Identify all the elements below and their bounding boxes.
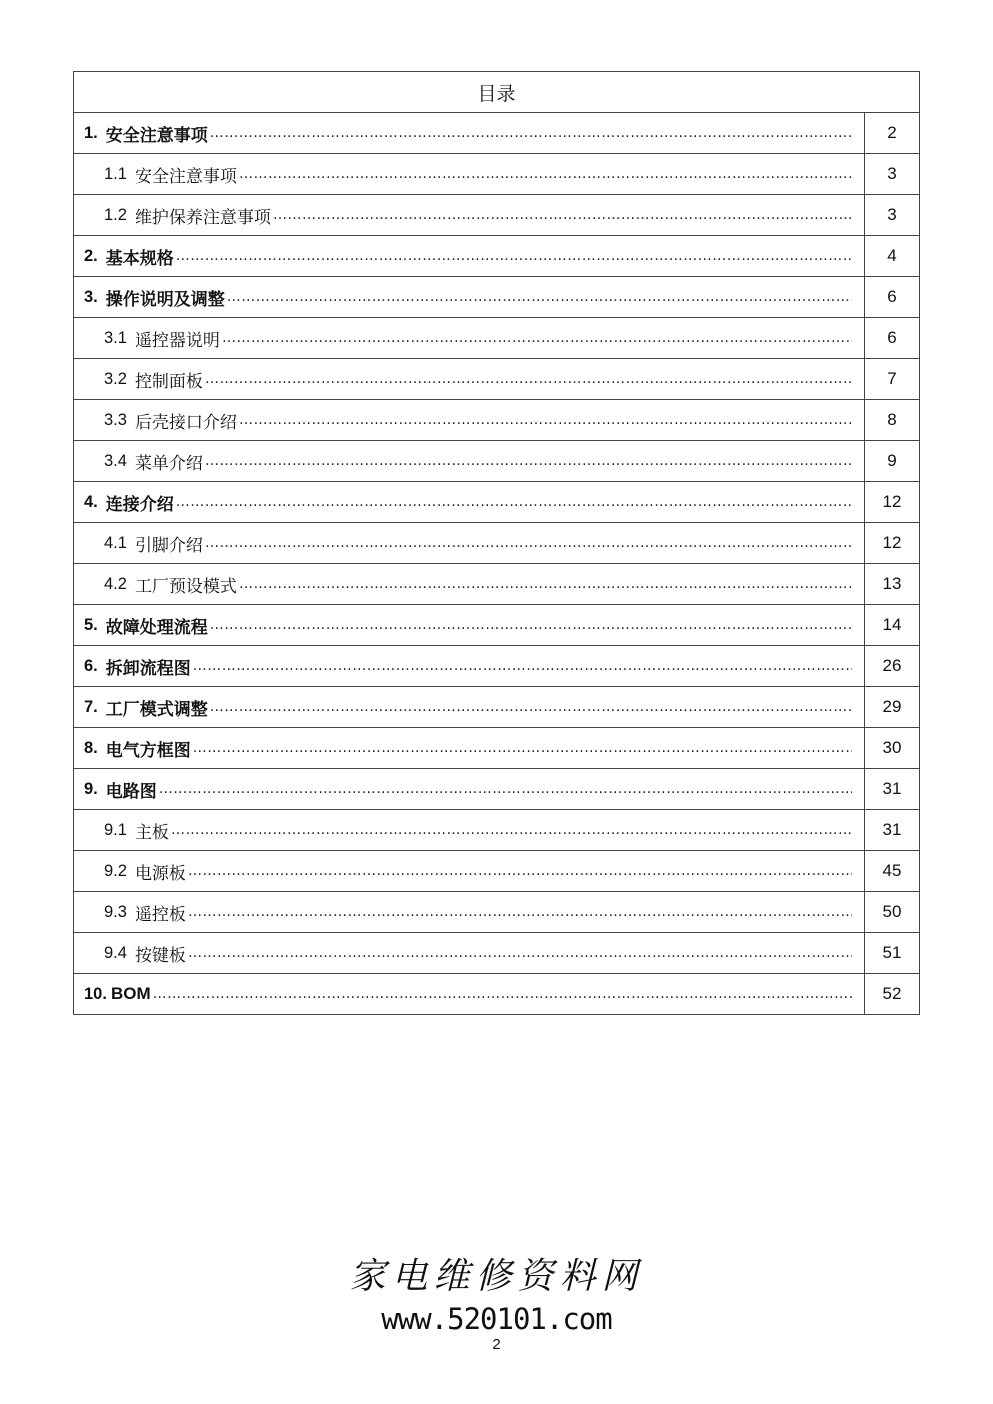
toc-entry-number: 4.2 — [104, 574, 127, 593]
dot-leader — [176, 248, 852, 264]
toc-entry-title: 电路图 — [105, 781, 157, 802]
toc-entry-cell — [74, 810, 865, 851]
toc-entry-cell — [74, 277, 865, 318]
toc-row — [74, 113, 920, 154]
toc-entry-number: 3.3 — [104, 410, 127, 429]
toc-entry-number: 5. — [84, 615, 98, 634]
toc-entry-number: 9.3 — [104, 902, 127, 921]
toc-entry-number: 7. — [84, 697, 98, 716]
toc-entry[interactable] — [74, 933, 864, 973]
toc-entry-cell — [74, 318, 865, 359]
toc-entry[interactable] — [74, 769, 864, 809]
toc-page-number: 3 — [865, 195, 920, 236]
dot-leader — [176, 494, 852, 510]
toc-page-number: 30 — [865, 728, 920, 769]
toc-page-number: 31 — [865, 810, 920, 851]
dot-leader — [171, 822, 852, 838]
toc-row — [74, 892, 920, 933]
toc-entry-number: 2. — [84, 246, 98, 265]
toc-entry-title: 引脚介绍 — [134, 535, 203, 556]
toc-entry-number: 9.4 — [104, 943, 127, 962]
toc-entry-cell — [74, 605, 865, 646]
dot-leader — [193, 658, 852, 674]
toc-entry-title: 操作说明及调整 — [105, 289, 225, 310]
dot-leader — [153, 986, 852, 1002]
toc-page-number: 31 — [865, 769, 920, 810]
toc-entry-number: 6. — [84, 656, 98, 675]
toc-entry-title: 后壳接口介绍 — [134, 412, 237, 433]
dot-leader — [239, 412, 852, 428]
dot-leader — [188, 863, 852, 879]
toc-entry-number: 10. — [84, 984, 107, 1003]
dot-leader — [222, 330, 852, 346]
toc-entry[interactable] — [74, 318, 864, 358]
toc-entry[interactable] — [74, 974, 864, 1014]
toc-page-number: 14 — [865, 605, 920, 646]
toc-entry-cell — [74, 564, 865, 605]
toc-entry[interactable] — [74, 113, 864, 153]
toc-entry-number: 8. — [84, 738, 98, 757]
dot-leader — [188, 904, 852, 920]
toc-entry[interactable] — [74, 851, 864, 891]
toc-entry-title: 按键板 — [134, 945, 186, 966]
toc-entry[interactable] — [74, 482, 864, 522]
toc-page-number: 29 — [865, 687, 920, 728]
toc-entry-number: 4.1 — [104, 533, 127, 552]
toc-row — [74, 851, 920, 892]
toc-page-number: 45 — [865, 851, 920, 892]
toc-entry-title: 遥控器说明 — [134, 330, 220, 351]
toc-entry-title: 拆卸流程图 — [105, 658, 191, 679]
toc-entry-number: 3. — [84, 287, 98, 306]
toc-entry[interactable] — [74, 892, 864, 932]
toc-entry[interactable] — [74, 277, 864, 317]
toc-entry-cell — [74, 441, 865, 482]
toc-entry-number: 3.2 — [104, 369, 127, 388]
toc-row — [74, 482, 920, 523]
toc-entry-cell — [74, 769, 865, 810]
toc-entry-cell — [74, 154, 865, 195]
toc-page-number: 6 — [865, 277, 920, 318]
toc-row — [74, 359, 920, 400]
toc-entry-title: 安全注意事项 — [134, 166, 237, 187]
dot-leader — [205, 453, 852, 469]
dot-leader — [273, 207, 852, 223]
dot-leader — [239, 576, 852, 592]
toc-entry-cell — [74, 359, 865, 400]
dot-leader — [210, 699, 852, 715]
toc-entry-title: 维护保养注意事项 — [134, 207, 271, 228]
toc-entry-cell — [74, 646, 865, 687]
dot-leader — [188, 945, 852, 961]
toc-entry-title: 控制面板 — [134, 371, 203, 392]
dot-leader — [193, 740, 852, 756]
watermark — [0, 1255, 993, 1337]
toc-entry[interactable] — [74, 605, 864, 645]
toc-entry-cell — [74, 974, 865, 1015]
toc-page-number: 8 — [865, 400, 920, 441]
watermark-url: www.520101.com — [381, 1302, 612, 1336]
toc-entry-number: 3.4 — [104, 451, 127, 470]
toc-page-number: 4 — [865, 236, 920, 277]
toc-entry-title: 电源板 — [134, 863, 186, 884]
toc-entry-cell — [74, 523, 865, 564]
toc-row — [74, 728, 920, 769]
toc-row — [74, 769, 920, 810]
toc-entry-cell — [74, 113, 865, 154]
toc-page-number: 2 — [865, 113, 920, 154]
dot-leader — [239, 166, 852, 182]
toc-entry-title: 主板 — [134, 822, 169, 843]
toc-row — [74, 154, 920, 195]
toc-row — [74, 277, 920, 318]
toc-row — [74, 605, 920, 646]
page-number: 2 — [492, 1336, 501, 1353]
dot-leader — [227, 289, 852, 305]
toc-entry-title: 工厂模式调整 — [105, 699, 208, 720]
toc-page-number: 52 — [865, 974, 920, 1015]
toc-page-number: 50 — [865, 892, 920, 933]
toc-entry[interactable] — [74, 564, 864, 604]
toc-page-number: 12 — [865, 523, 920, 564]
dot-leader — [205, 535, 852, 551]
toc-entry-cell — [74, 892, 865, 933]
toc-entry[interactable] — [74, 523, 864, 563]
toc-entry-cell — [74, 851, 865, 892]
toc-entry-number: 1.1 — [104, 164, 127, 183]
toc-entry-title: 安全注意事项 — [105, 125, 208, 146]
toc-entry-title: 电气方框图 — [105, 740, 191, 761]
toc-entry[interactable] — [74, 687, 864, 727]
dot-leader — [210, 125, 852, 141]
toc-entry[interactable] — [74, 646, 864, 686]
toc-entry-title: 连接介绍 — [105, 494, 174, 515]
toc-title: 目录 — [74, 72, 920, 113]
watermark-site-name: 家电维修资料网 — [349, 1256, 644, 1297]
toc-row — [74, 810, 920, 851]
toc-header-row — [74, 72, 920, 113]
toc-entry-cell — [74, 933, 865, 974]
toc-row — [74, 400, 920, 441]
toc-entry-title: BOM — [110, 984, 151, 1003]
dot-leader — [210, 617, 852, 633]
dot-leader — [205, 371, 852, 387]
toc-page-number: 26 — [865, 646, 920, 687]
toc-entry-cell — [74, 482, 865, 523]
toc-page-number: 6 — [865, 318, 920, 359]
toc-page-number: 13 — [865, 564, 920, 605]
toc-entry[interactable] — [74, 810, 864, 850]
toc-entry[interactable] — [74, 400, 864, 440]
toc-row — [74, 646, 920, 687]
toc-row — [74, 523, 920, 564]
toc-entry-title: 故障处理流程 — [105, 617, 208, 638]
toc-entry-number: 3.1 — [104, 328, 127, 347]
toc-row — [74, 974, 920, 1015]
toc-page-number: 51 — [865, 933, 920, 974]
toc-entry-number: 1.2 — [104, 205, 127, 224]
toc-row — [74, 318, 920, 359]
table-of-contents — [73, 71, 920, 1015]
toc-entry-cell — [74, 236, 865, 277]
toc-entry[interactable] — [74, 154, 864, 194]
toc-body — [74, 113, 920, 1015]
toc-entry-number: 4. — [84, 492, 98, 511]
toc-entry-number: 9.1 — [104, 820, 127, 839]
toc-row — [74, 441, 920, 482]
toc-row — [74, 195, 920, 236]
toc-row — [74, 687, 920, 728]
toc-entry[interactable] — [74, 195, 864, 235]
toc-entry-title: 基本规格 — [105, 248, 174, 269]
toc-row — [74, 933, 920, 974]
toc-entry[interactable] — [74, 728, 864, 768]
toc-entry-cell — [74, 687, 865, 728]
toc-entry[interactable] — [74, 441, 864, 481]
toc-entry-cell — [74, 195, 865, 236]
toc-entry-title: 遥控板 — [134, 904, 186, 925]
toc-entry[interactable] — [74, 359, 864, 399]
toc-entry-title: 工厂预设模式 — [134, 576, 237, 597]
toc-entry-cell — [74, 400, 865, 441]
toc-entry-title: 菜单介绍 — [134, 453, 203, 474]
toc-page-number: 7 — [865, 359, 920, 400]
toc-page-number: 9 — [865, 441, 920, 482]
toc-row — [74, 564, 920, 605]
toc-entry-number: 1. — [84, 123, 98, 142]
toc-page-number: 3 — [865, 154, 920, 195]
toc-entry-number: 9.2 — [104, 861, 127, 880]
toc-entry-cell — [74, 728, 865, 769]
dot-leader — [159, 781, 852, 797]
toc-entry[interactable] — [74, 236, 864, 276]
toc-page-number: 12 — [865, 482, 920, 523]
toc-row — [74, 236, 920, 277]
toc-entry-number: 9. — [84, 779, 98, 798]
